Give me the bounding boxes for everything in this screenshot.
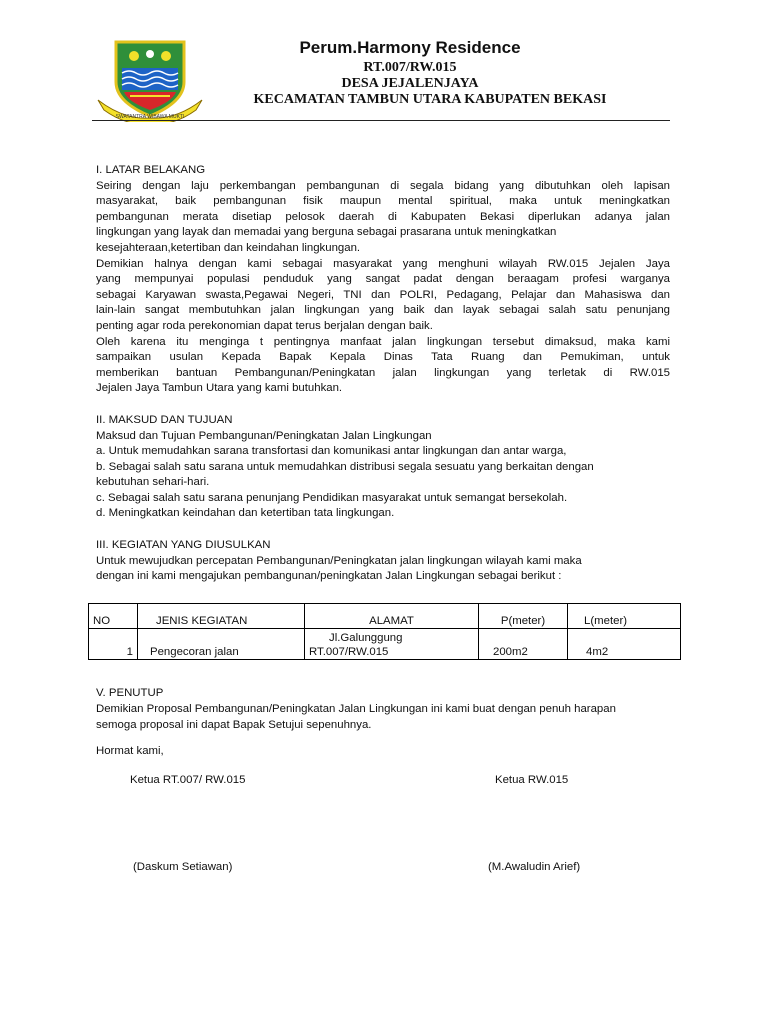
- signer-left-title: Ketua RT.007/ RW.015: [130, 774, 246, 786]
- table-cell-l: 4m2: [568, 629, 681, 660]
- paragraph-line: sampaikan usulan Kepada Bapak Kepala Dinas Tata Ruang dan Pemukiman, untuk: [96, 351, 670, 364]
- organization-name: Perum.Harmony Residence: [299, 38, 521, 57]
- section-title-kegiatan: III. KEGIATAN YANG DIUSULKAN: [96, 539, 271, 552]
- kegiatan-table: [88, 603, 681, 660]
- table-cell-no: 1: [89, 629, 138, 660]
- paragraph-line: Demikian halnya dengan kami sebagai masyarakat yang menghuni wilayah RW.015 Jejalen Jaya: [96, 257, 670, 270]
- alamat-line: Jl.Galunggung: [329, 632, 403, 644]
- table-header-cell: L(meter): [568, 604, 681, 629]
- paragraph-line: yang mempunyai populasi penduduk yang sangat padat dengan beraagam profesi warganya: [96, 273, 670, 286]
- rt-rw-heading: RT.007/RW.015: [363, 60, 457, 75]
- list-item: d. Meningkatkan keindahan dan ketertiban tata lingkungan.: [96, 507, 395, 520]
- header-divider: [92, 120, 670, 121]
- kecamatan-heading: KECAMATAN TAMBUN UTARA KABUPATEN BEKASI: [253, 92, 607, 107]
- paragraph-line: lingkungan yang layak dan memadai yang berguna sebagai prasarana untuk meningkatkan: [96, 226, 557, 239]
- paragraph-line: penting agar roda perekonomian dapat terus berjalan dengan baik.: [96, 319, 433, 332]
- svg-text:SWATANTRA WIBAWA MUKTI: SWATANTRA WIBAWA MUKTI: [115, 114, 185, 120]
- signer-right-name: (M.Awaludin Arief): [488, 861, 581, 873]
- paragraph-line: Demikian Proposal Pembangunan/Peningkatan Jalan Lingkungan ini kami buat dengan penuh harapan: [96, 703, 616, 715]
- table-header-row: [89, 604, 681, 629]
- paragraph-line: sebagai Karyawan swasta,Pegawai Negeri, TNI dan POLRI, Pedagang, Pelajar dan Mahasiswa dan: [96, 288, 670, 301]
- paragraph-line: Oleh karena itu menginga t pentingnya manfaat jalan lingkungan tersebut dimaksud, maka kami: [96, 335, 670, 348]
- paragraph-line: dengan ini kami mengajukan pembangunan/peningkatan Jalan Lingkungan sebagai berikut :: [96, 570, 562, 583]
- paragraph-line: lain-lain sangat membutuhkan jalan lingkungan yang baik dan layak sebagai salah satu penunjang: [96, 304, 670, 317]
- section-title-latar-belakang: I. LATAR BELAKANG: [96, 164, 206, 176]
- table-cell-jenis: Pengecoran jalan: [138, 629, 305, 660]
- table-header-cell: JENIS KEGIATAN: [138, 604, 305, 629]
- table-header-cell: NO: [89, 604, 138, 629]
- greeting: Hormat kami,: [96, 745, 164, 757]
- table-cell-alamat: [305, 629, 479, 660]
- signer-right-title: Ketua RW.015: [495, 774, 569, 786]
- list-item: c. Sebagai salah satu sarana penunjang Pendidikan masyarakat untuk semangat bersekolah.: [96, 491, 568, 504]
- kabupaten-bekasi-seal-logo: [94, 36, 206, 122]
- table-row: [89, 629, 681, 660]
- signer-left-name: (Daskum Setiawan): [133, 861, 233, 873]
- paragraph-line: Jejalen Jaya Tambun Utara yang kami butuhkan.: [96, 382, 343, 395]
- paragraph-line: Seiring dengan laju perkembangan pembangunan di segala bidang yang dibutuhkan oleh lapisan: [96, 179, 670, 192]
- table-header-cell: P(meter): [479, 604, 568, 629]
- paragraph-line: masyarakat, baik pembangunan fisik maupun mental spiritual, maka untuk meningkatkan: [96, 195, 670, 208]
- desa-heading: DESA JEJALENJAYA: [341, 76, 479, 91]
- table-header-cell: ALAMAT: [305, 604, 479, 629]
- table-cell-p: 200m2: [479, 629, 568, 660]
- letter-body: [96, 163, 670, 585]
- paragraph-line: kesejahteraan,ketertiban dan keindahan lingkungan.: [96, 241, 361, 254]
- paragraph-line: Untuk mewujudkan percepatan Pembangunan/Peningkatan jalan lingkungan wilayah kami maka: [96, 554, 582, 567]
- list-item-continuation: kebutuhan sehari-hari.: [96, 476, 210, 489]
- section-title-maksud-tujuan: II. MAKSUD DAN TUJUAN: [96, 413, 233, 426]
- alamat-line: RT.007/RW.015: [309, 646, 389, 658]
- paragraph-line: memberikan bantuan Pembangunan/Peningkatan jalan lingkungan yang terletak di RW.015: [96, 366, 670, 379]
- paragraph-line: pembangunan merata disetiap pelosok daerah di Kabupaten Bekasi diperlukan adanya jalan: [96, 210, 670, 223]
- closing-section: [96, 685, 670, 733]
- section-title-penutup: V. PENUTUP: [96, 687, 164, 699]
- list-item: b. Sebagai salah satu sarana untuk memudahkan distribusi segala sesuatu yang berkaitan dengan: [96, 460, 594, 473]
- paragraph-line: Maksud dan Tujuan Pembangunan/Peningkatan Jalan Lingkungan: [96, 429, 432, 442]
- list-item: a. Untuk memudahkan sarana transfortasi dan komunikasi antar lingkungan dan antar warga,: [96, 445, 567, 458]
- paragraph-line: semoga proposal ini dapat Bapak Setujui sepenuhnya.: [96, 719, 372, 731]
